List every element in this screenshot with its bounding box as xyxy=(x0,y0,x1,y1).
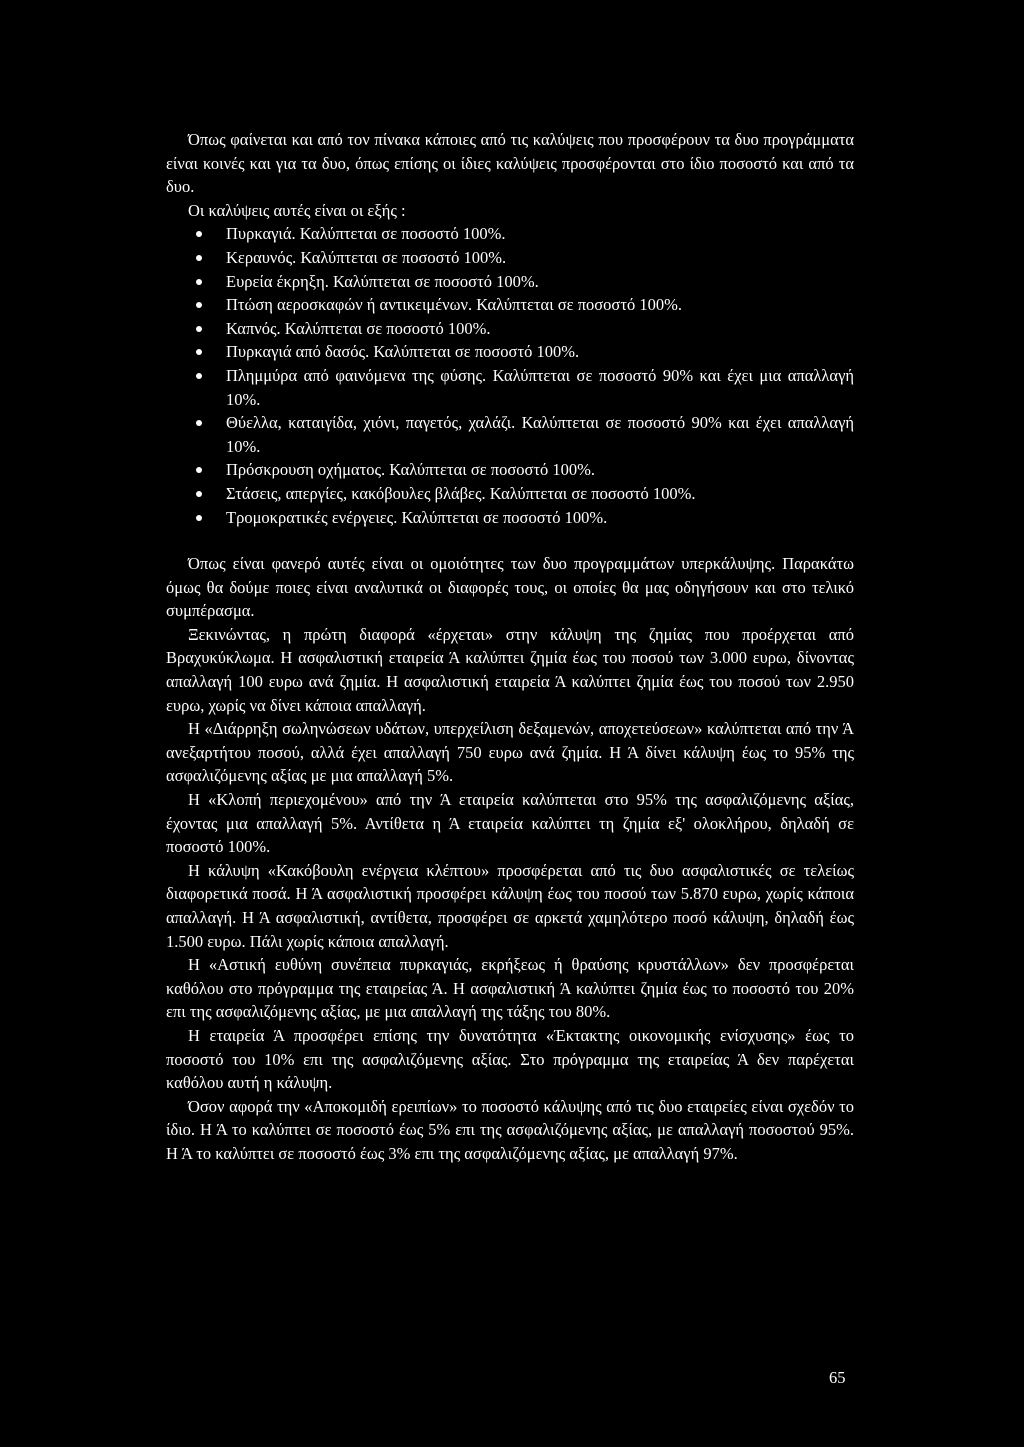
list-item xyxy=(166,482,854,506)
body-paragraph: Η εταιρεία Ά προσφέρει επίσης την δυνατότητα «Έκτακτης οικονομικής ενίσχυσης» έως το ποσοστό του 10% επι της ασφαλιζόμενης αξίας. Στο πρόγραμμα της εταιρείας Ά δεν παρέχεται καθόλου αυτή η κάλυψη. xyxy=(166,1025,854,1093)
page-number: 65 xyxy=(829,1368,846,1387)
list-item xyxy=(166,458,854,482)
list-item-text: Θύελλα, καταιγίδα, χιόνι, παγετός, χαλάζι. Καλύπτεται σε ποσοστό 90% και έχει απαλλαγή 10%. xyxy=(226,413,854,456)
bullet-icon xyxy=(196,491,202,497)
body-paragraph: Όπως είναι φανερό αυτές είναι οι ομοιότητες των δυο προγραμμάτων υπερκάλυψης. Παρακάτω όμως θα δούμε ποιες είναι αναλυτικά οι διαφορές τους, οι οποίες θα μας οδηγήσουν και στο τελικό συμπέρασμα. xyxy=(166,554,854,621)
body-paragraph: Όσον αφορά την «Αποκομιδή ερειπίων» το ποσοστό κάλυψης από τις δυο εταιρείες είναι σχεδόν το ίδιο. Η Ά το καλύπτει σε ποσοστό έως 5% επι της ασφαλιζόμενης αξίας, με απαλλαγή ποσοστού 95%. Η Ά το καλύπτει σε ποσοστό έως 3% επι της ασφαλιζόμενης αξίας, με απαλλαγή 97%. xyxy=(166,1096,854,1163)
bullet-icon xyxy=(196,467,202,473)
list-item xyxy=(166,411,854,458)
bullet-icon xyxy=(196,326,202,332)
list-item-text: Τρομοκρατικές ενέργειες. Καλύπτεται σε ποσοστό 100%. xyxy=(226,507,608,527)
list-item xyxy=(166,246,854,270)
bullet-icon xyxy=(196,255,202,261)
list-item-text: Πλημμύρα από φαινόμενα της φύσης. Καλύπτεται σε ποσοστό 90% και έχει μια απαλλαγή 10%. xyxy=(226,365,854,409)
bullet-icon xyxy=(196,279,202,285)
list-item xyxy=(166,506,854,530)
list-item xyxy=(166,340,854,364)
list-item xyxy=(166,317,854,341)
list-item-text: Πτώση αεροσκαφών ή αντικειμένων. Καλύπτεται σε ποσοστό 100%. xyxy=(226,295,682,315)
list-item-text: Στάσεις, απεργίες, κακόβουλες βλάβες. Καλύπτεται σε ποσοστό 100%. xyxy=(226,483,696,503)
bullet-icon xyxy=(196,231,202,237)
coverage-list xyxy=(166,222,854,529)
bullet-icon xyxy=(196,515,202,521)
list-item-text: Ευρεία έκρηξη. Καλύπτεται σε ποσοστό 100%. xyxy=(226,271,539,291)
list-item-text: Πυρκαγιά. Καλύπτεται σε ποσοστό 100%. xyxy=(226,224,506,244)
list-item xyxy=(166,364,854,411)
bullet-icon xyxy=(196,373,202,379)
bullet-icon xyxy=(196,349,202,355)
bullet-icon xyxy=(196,302,202,308)
list-intro: Οι καλύψεις αυτές είναι οι εξής : xyxy=(188,200,406,220)
body-paragraph: Η «Κλοπή περιεχομένου» από την Ά εταιρεία καλύπτεται στο 95% της ασφαλιζόμενης αξίας, έχοντας μια απαλλαγή 5%. Αντίθετα η Ά εταιρεία καλύπτει τη ζημία εξ' ολοκλήρου, δηλαδή σε ποσοστό 100%. xyxy=(166,790,854,857)
document-body xyxy=(166,128,854,1166)
body-paragraph: Η κάλυψη «Κακόβουλη ενέργεια κλέπτου» προσφέρεται από τις δυο ασφαλιστικές σε τελείως διαφορετικά ποσά. Η Ά ασφαλιστική προσφέρει κάλυψη έως του ποσού των 5.870 ευρω, χωρίς κάποια απαλλαγή. Η Ά ασφαλιστική, αντίθετα, προσφέρει σε αρκετά χαμηλότερο ποσό κάλυψη, δηλαδή έως 1.500 ευρω. Πάλι χωρίς κάποια απαλλαγή. xyxy=(166,860,854,951)
intro-paragraph: Όπως φαίνεται και από τον πίνακα κάποιες από τις καλύψεις που προσφέρουν τα δυο προγράμματα είναι κοινές και για τα δυο, όπως επίσης οι ίδιες καλύψεις προσφέρονται στο ίδιο ποσοστό και από τα δυο. xyxy=(166,130,854,197)
list-item-text: Καπνός. Καλύπτεται σε ποσοστό 100%. xyxy=(226,318,491,338)
list-item-text: Πυρκαγιά από δασός. Καλύπτεται σε ποσοστό 100%. xyxy=(226,342,580,362)
list-item-text: Κεραυνός. Καλύπτεται σε ποσοστό 100%. xyxy=(226,247,507,267)
list-item xyxy=(166,222,854,246)
list-item-text: Πρόσκρουση οχήματος. Καλύπτεται σε ποσοστό 100%. xyxy=(226,460,596,480)
body-paragraph: Η «Αστική ευθύνη συνέπεια πυρκαγιάς, εκρήξεως ή θραύσης κρυστάλλων» δεν προσφέρεται καθόλου στο πρόγραμμα της εταιρείας Ά. Η ασφαλιστική Ά καλύπτει ζημία έως το ποσοστό του 20% επι της ασφαλιζόμενης αξίας, με μια απαλλαγή της τάξης του 80%. xyxy=(166,955,854,1022)
list-item xyxy=(166,293,854,317)
bullet-icon xyxy=(196,420,202,426)
body-paragraph: Η «Διάρρηξη σωληνώσεων υδάτων, υπερχείλιση δεξαμενών, αποχετεύσεων» καλύπτεται από την Ά ανεξαρτήτου ποσού, αλλά έχει απαλλαγή 750 ευρω ανά ζημία. Η Ά δίνει κάλυψη έως το 95% της ασφαλιζόμενης αξίας με μια απαλλαγή 5%. xyxy=(166,719,854,786)
body-paragraph: Ξεκινώντας, η πρώτη διαφορά «έρχεται» στην κάλυψη της ζημίας που προέρχεται από Βραχυκύκλωμα. Η ασφαλιστική εταιρεία Ά καλύπτει ζημία έως του ποσού των 3.000 ευρω, δίνοντας απαλλαγή 100 ευρω ανά ζημία. Η ασφαλιστική εταιρεία Ά καλύπτει ζημία έως του ποσού των 2.950 ευρω, χωρίς να δίνει κάποια απαλλαγή. xyxy=(166,624,854,715)
list-item xyxy=(166,270,854,294)
section-spacer xyxy=(166,529,854,552)
